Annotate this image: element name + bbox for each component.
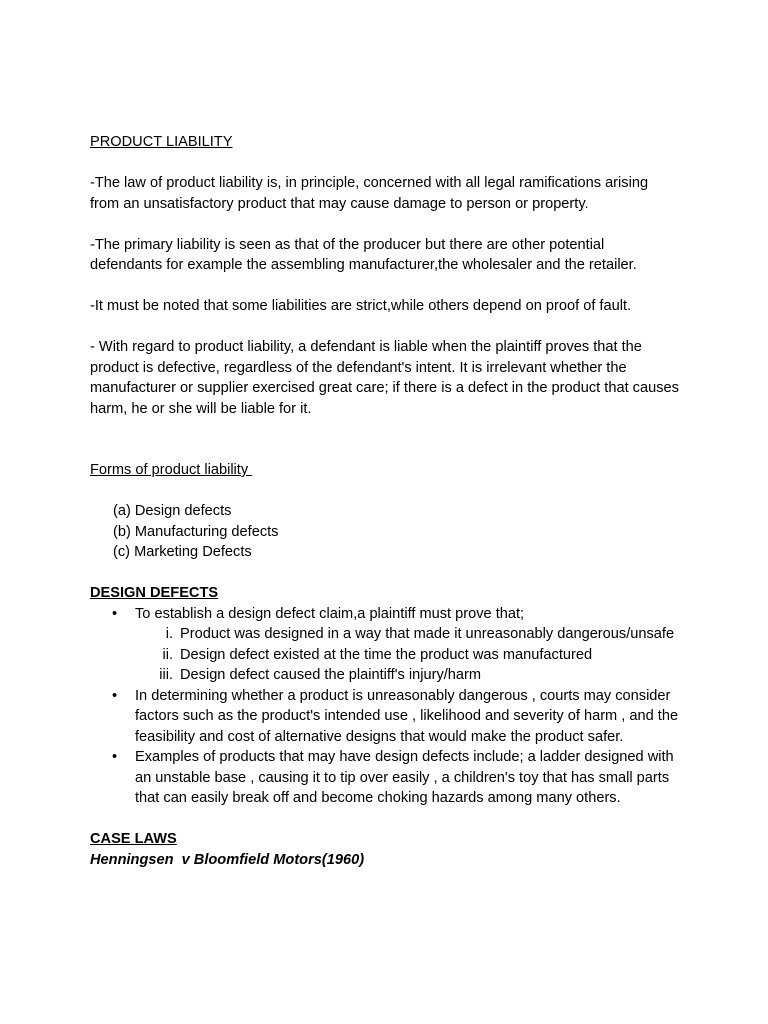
bullet-text: Examples of products that may have design defects include; a ladder designed with an unstable base , causing it to tip over easily , a children's toy that has small parts that can easily break off and become choking hazards among many others.: [135, 749, 674, 806]
roman-text: Product was designed in a way that made it unreasonably dangerous/unsafe: [180, 626, 675, 642]
bullet-icon: •: [112, 605, 118, 622]
bullet-text: In determining whether a product is unreasonably dangerous , courts may consider factors such as the product's intended use , likelihood and severity of harm , and the feasibility and cost of alternative designs that would make the product safer.: [135, 687, 679, 745]
bullet-item: [90, 604, 680, 686]
document-page: [90, 132, 680, 870]
case-name: Henningsen v Bloomfield Motors(1960): [90, 851, 365, 868]
paragraph-3: -It must be noted that some liabilities are strict,while others depend on proof of fault.: [90, 298, 632, 314]
bullet-text: To establish a design defect claim,a plaintiff must prove that;: [135, 605, 525, 622]
forms-item-marketing: (c) Marketing Defects: [113, 544, 252, 560]
forms-list: [90, 501, 680, 563]
paragraph-2: -The primary liability is seen as that of the producer but there are other potential defendants for example the assembling manufacturer,the wholesaler and the retailer.: [90, 236, 637, 273]
document-title: PRODUCT LIABILITY: [90, 134, 233, 150]
design-defects-list: [90, 604, 680, 809]
roman-text: Design defect existed at the time the product was manufactured: [180, 646, 593, 663]
roman-numeral: i.: [165, 626, 173, 642]
roman-text: Design defect caused the plaintiff's injury/harm: [180, 667, 482, 683]
case-laws-heading: CASE LAWS: [90, 831, 177, 847]
forms-item-design: (a) Design defects: [113, 503, 232, 519]
bullet-icon: •: [112, 687, 118, 704]
roman-numeral: iii.: [159, 667, 173, 683]
bullet-item: [90, 686, 680, 748]
bullet-item: [90, 747, 680, 809]
roman-item: [135, 645, 680, 666]
roman-numeral: ii.: [162, 646, 173, 663]
roman-item: [135, 624, 680, 645]
roman-list: [135, 624, 680, 686]
forms-item-manufacturing: (b) Manufacturing defects: [113, 523, 279, 540]
bullet-icon: •: [112, 749, 118, 765]
forms-heading: Forms of product liability: [90, 462, 253, 478]
paragraph-4: - With regard to product liability, a defendant is liable when the plaintiff proves that the product is defective, regardless of the defendant's intent. It is irrelevant whether the manufacturer or supplier exercised great care; if there is a defect in the product that causes harm, he or she will be liable for it.: [90, 339, 679, 417]
blank-line: [90, 440, 680, 461]
paragraph-1: -The law of product liability is, in principle, concerned with all legal ramifications arising from an unsatisfactory product that may cause damage to person or property.: [90, 175, 649, 212]
design-defects-heading: DESIGN DEFECTS: [90, 585, 219, 601]
roman-item: [135, 665, 680, 686]
